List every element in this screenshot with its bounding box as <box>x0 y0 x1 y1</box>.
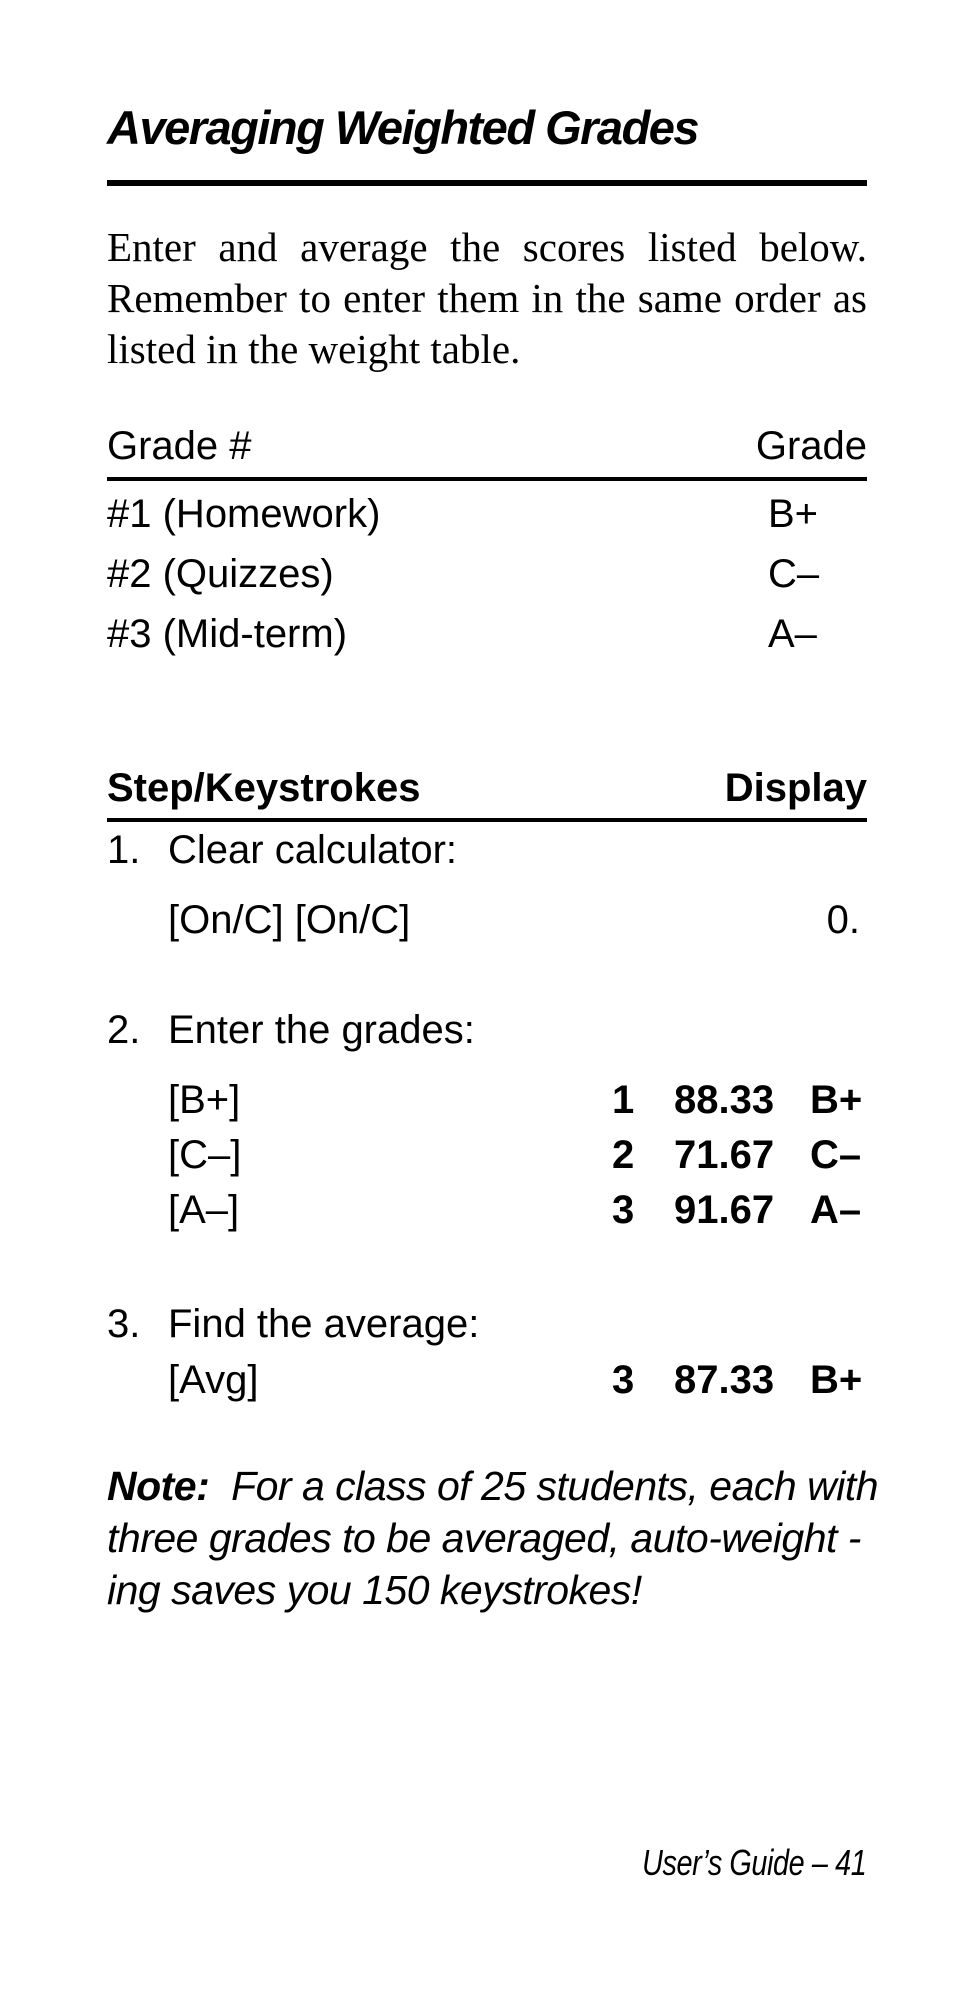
step-keystroke: [Avg] <box>168 1358 259 1402</box>
step-number: 1. <box>107 828 141 872</box>
steps-header-left: Step/Keystrokes <box>107 766 421 810</box>
display-count: 3 <box>612 1188 635 1232</box>
grade-table-header-right: Grade <box>755 424 867 468</box>
display-count: 3 <box>612 1358 635 1402</box>
steps-table-rule <box>107 818 867 822</box>
step-keystroke: [C–] <box>168 1133 242 1177</box>
step-text: Enter the grades: <box>168 1008 475 1052</box>
display-grade: A– <box>810 1188 862 1232</box>
note-label: Note: <box>107 1463 210 1509</box>
grade-row-label: #1 (Homework) <box>107 492 381 536</box>
title-rule <box>107 180 867 186</box>
grade-row-value: C– <box>768 552 820 596</box>
display-grade: B+ <box>810 1078 863 1122</box>
grade-table-rule <box>107 477 867 481</box>
display-value: 88.33 <box>674 1078 775 1122</box>
step-text: Clear calculator: <box>168 828 458 872</box>
note-text: For a class of 25 students, each with three grades to be averaged, auto-weight - ing saves you 150 keystrokes! <box>107 1463 879 1613</box>
step-keystroke: [On/C] [On/C] <box>168 898 411 942</box>
display-count: 1 <box>612 1078 635 1122</box>
display-value: 71.67 <box>674 1133 775 1177</box>
grade-row-label: #3 (Mid-term) <box>107 612 348 656</box>
page-footer: User’s Guide – 41 <box>641 1842 866 1883</box>
display-value: 87.33 <box>674 1358 775 1402</box>
step-number: 2. <box>107 1008 141 1052</box>
note-paragraph <box>107 1460 887 1616</box>
display-value: 91.67 <box>674 1188 775 1232</box>
display-grade: B+ <box>810 1358 863 1402</box>
display-grade: C– <box>810 1133 862 1177</box>
intro-paragraph: Enter and average the scores listed below. Remember to enter them in the same order as listed in the weight table. <box>107 224 867 372</box>
step-number: 3. <box>107 1302 141 1346</box>
grade-row-value: A– <box>768 612 817 656</box>
grade-row-value: B+ <box>768 492 819 536</box>
step-keystroke: [B+] <box>168 1078 241 1122</box>
steps-header-right: Display <box>724 766 867 810</box>
step-display: 0. <box>826 898 860 942</box>
grade-row-label: #2 (Quizzes) <box>107 552 334 596</box>
step-keystroke: [A–] <box>168 1188 240 1232</box>
display-count: 2 <box>612 1133 635 1177</box>
step-text: Find the average: <box>168 1302 480 1346</box>
page-title: Averaging Weighted Grades <box>107 101 699 154</box>
grade-table-header-left: Grade # <box>107 424 252 468</box>
